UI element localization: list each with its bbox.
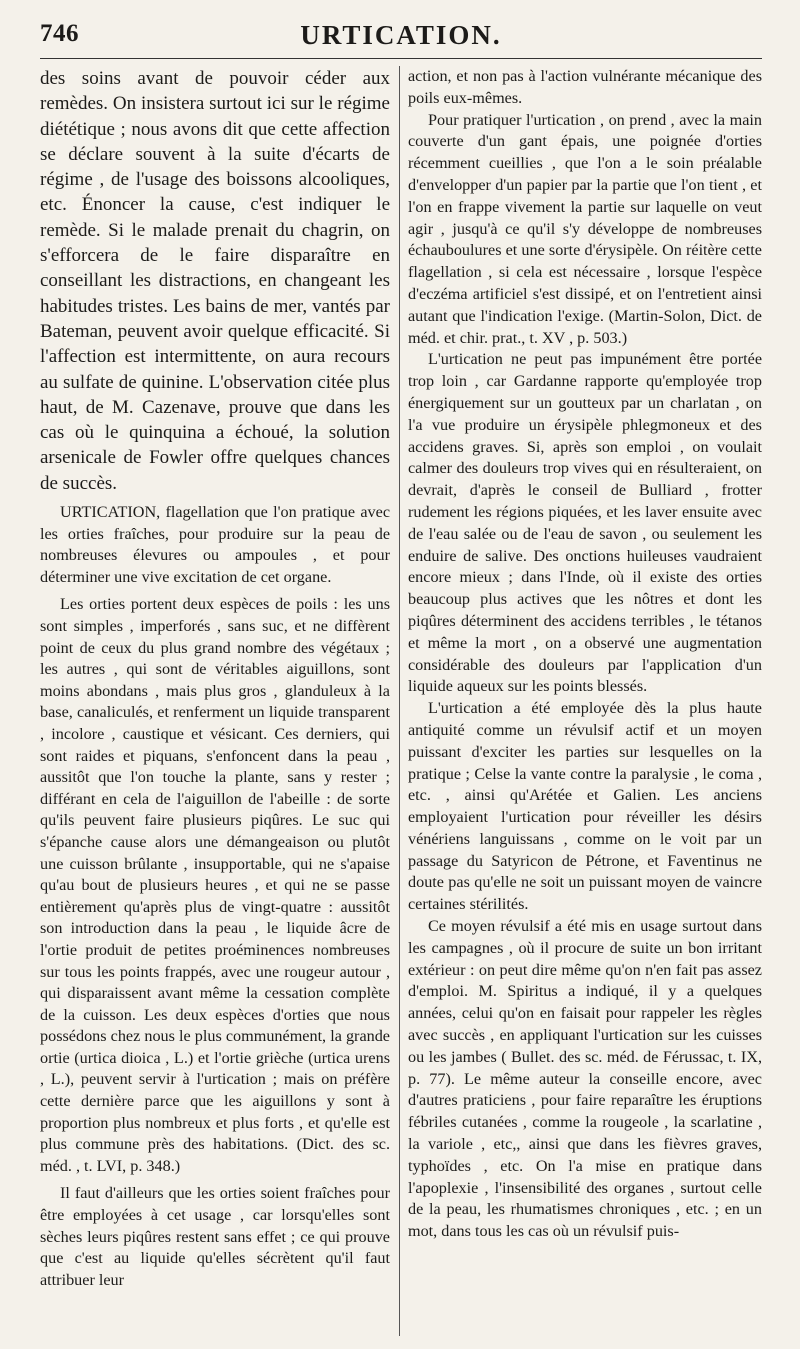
paragraph-antiquity: L'urtication a été employée dès la plus haute antiquité comme un révulsif actif et un moyen puissant d'exciter les parties sur lesquelles on la pratique ; Celse la vante contre la paralysie , le coma , etc. , ainsi qu'Arétée et Galien. Les anciens employaient l'urtication pour réveiller les désirs vénériens languissans , comme on le voit par un passage du Satyricon de Pétrone, et Faventinus ne doute pas qu'elle ne soit un puissant moyen de vaincre certaines stérilités. [408,699,762,914]
page-number: 746 [40,20,79,47]
paragraph-revulsive: Ce moyen révulsif a été mis en usage surtout dans les campagnes , où il procure de suite un bon irritant extérieur : on peut dire même qu'on n'en fait pas assez d'emploi. M. Spiritus a indiqué, il y a quelques années, celui qu'on en faisait pour rappeler les règles avec succès , en appliquant l'urtication sur les cuisses ou les jambes ( Bullet. des sc. méd. de Férussac, t. IX, p. 77). Le même auteur la conseille encore, avec d'autres praticiens , pour faire reparaître les éruptions fébriles cutanées , comme la rougeole , la scarlatine , la variole , etc,, ainsi que dans les fièvres graves, typhoïdes , etc. On l'a mise en pratique dans l'apoplexie , l'insensibilité des organes , surtout celle de la peau, les rhumatismes chroniques , etc. ; en un mot, dans tous les cas où un révulsif puis- [408,917,762,1241]
left-column [40,66,390,1291]
column-divider [399,66,400,1336]
paragraph-continuation: des soins avant de pouvoir céder aux remèdes. On insistera surtout ici sur le régime diététique ; nous avons dit que cette affection se déclare souvent à la suite d'écarts de régime , de l'usage des boissons alcooliques, etc. Énoncer la cause, c'est indiquer le remède. Si le malade prenait du chagrin, on s'efforcera de le faire disparaître en conseillant les distractions, en changeant les habitudes tristes. Les bains de mer, vantés par Bateman, peuvent avoir quelque efficacité. Si l'affection est intermittente, on aura recours au sulfate de quinine. L'observation citée plus haut, de M. Cazenave, prouve que dans les cas où le quinquina a échoué, la solution arsenicale de Fowler offre quelques chances de succès. [40,68,390,494]
running-title: URTICATION. [300,20,502,50]
paragraph-practice: Pour pratiquer l'urtication , on prend , avec la main couverte d'un gant épais, une poignée d'orties récemment cueillies , que l'on a le soin préalable d'envelopper d'un papier par la partie que l'on tient , et l'on en frappe vivement la partie sur laquelle on veut agir , jusqu'à ce qu'il s'y développe de nombreuses échauboulures et une sorte d'érysipèle. On réitère cette flagellation , si cela est nécessaire , lorsque l'espèce d'eczéma artificiel s'est dissipé, et on l'entretient ainsi autant que l'indication l'exige. (Martin-Solon, Dict. de méd. et chir. prat., t. XV , p. 503.) [408,110,762,347]
entry-urtication: URTICATION, flagellation que l'on pratique avec les orties fraîches, pour produire sur la peau de nombreuses élevures ou ampoules , et pour déterminer une vive excitation de cet organe. [40,503,390,586]
paragraph-nettle-hairs: Les orties portent deux espèces de poils : les uns sont simples , imperforés , sans suc, et ne diffèrent point de ceux du plus grand nombre des végétaux ; les autres , qui sont de véritables aiguillons, sont moins abondans , mais plus gros , glanduleux à la base, canaliculés, et renferment un liquide transparent , incolore , caustique et vésicant. Ces derniers, qui sont raides et piquans, s'enfoncent dans la peau , aussitôt que l'on touche la plante, sans y rester ; différant en cela de l'aiguillon de l'abeille : de sorte qu'ils peuvent faire plusieurs piqûres. Le suc qui s'épanche cause alors une démangeaison ou plutôt une cuisson brûlante , insupportable, qui ne s'apaise qu'au bout de plusieurs heures , et qui ne se passe entièrement qu'après plus de vingt-quatre : aussitôt son introduction dans la peau , le liquide âcre de l'ortie produit de petites proéminences nombreuses sur tous les points frappés, avec une rougeur autour , qui disparaissent avant même la cessation complète de la cuisson. Les deux espèces d'orties que nous possédons chez nous le plus communément, la grande ortie (urtica dioica , L.) et l'ortie grièche (urtica urens , L.), peuvent servir à l'urtication ; mais on préfère cette dernière parce que les aiguillons y sont à proportion plus nombreux et plus forts , et qu'elle est plus commune près des habitations. (Dict. des sc. méd. , t. LVI, p. 348.) [40,595,390,1175]
paragraph-fresh-nettles: Il faut d'ailleurs que les orties soient fraîches pour être employées à cet usage , car lorsqu'elles sont sèches leurs piqûres restent sans effet ; ce qui prouve que c'est au liquide qu'elles sécrètent qu'il faut attribuer leur [40,1184,390,1289]
paragraph-precautions: L'urtication ne peut pas impunément être portée trop loin , car Gardanne rapporte qu'employée trop énergiquement sur un goutteux par un charlatan , on l'a vue produire un érysipèle phlegmoneux et des accidens graves. Si, après son emploi , on voulait calmer des douleurs trop vives qui en résulteraient, on devrait, d'après le conseil de Bulliard , frotter rudement les régions piquées, et les laver ensuite avec de l'eau salée ou de l'eau de savon , ou seulement les enduire de salive. Des onctions huileuses vaudraient encore mieux ; dans l'Inde, où il existe des orties beaucoup plus actives que les nôtres et dont les piqûres déterminent des accidens terribles , le tétanos et même la mort , on a observé une augmentation considérable des douleurs par l'application d'un liquide aqueux sur les points blessés. [408,350,762,696]
paragraph-action: action, et non pas à l'action vulnérante mécanique des poils eux-mêmes. [408,67,762,107]
right-column [408,66,762,1243]
header-rule [40,58,762,59]
page-header [40,20,762,60]
